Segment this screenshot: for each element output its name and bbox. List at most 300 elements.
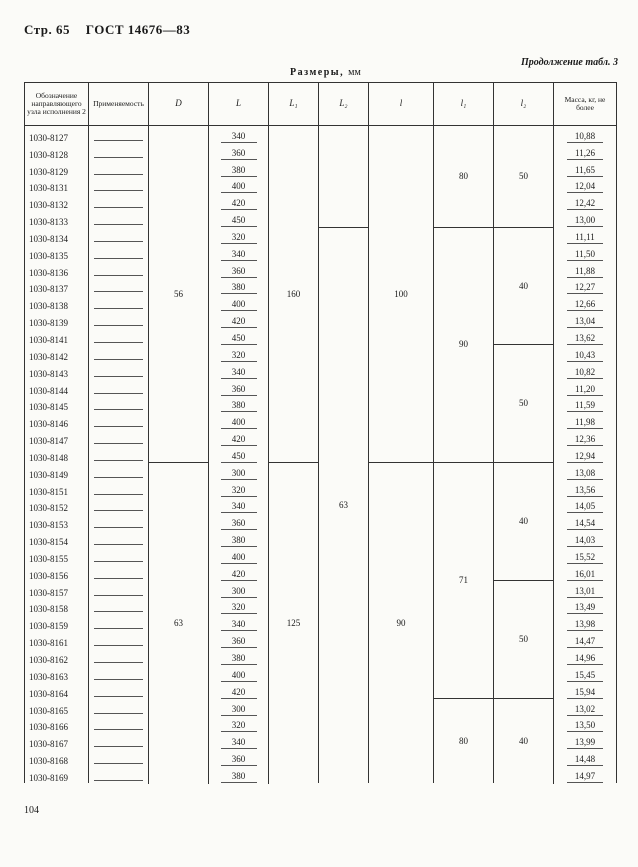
mass-value: 11,20	[567, 385, 603, 396]
application-cell	[89, 328, 149, 345]
L-cell	[209, 429, 269, 446]
mass-cell	[554, 261, 617, 278]
application-blank-line	[94, 408, 143, 410]
L-cell	[209, 682, 269, 699]
L-value: 380	[221, 654, 257, 665]
application-cell	[89, 513, 149, 530]
l2-cell: 50	[494, 126, 554, 228]
application-cell	[89, 547, 149, 564]
application-cell	[89, 177, 149, 194]
designation-cell: 1030-8167	[25, 732, 89, 749]
L-cell	[209, 547, 269, 564]
page-number: 104	[24, 805, 39, 816]
application-blank-line	[94, 341, 143, 343]
mass-value: 11,59	[567, 401, 603, 412]
application-blank-line	[94, 375, 143, 377]
L-value: 450	[221, 216, 257, 227]
designation-cell: 1030-8165	[25, 699, 89, 716]
L-cell	[209, 311, 269, 328]
mass-value: 14,03	[567, 536, 603, 547]
mass-value: 13,98	[567, 620, 603, 631]
designation-cell: 1030-8136	[25, 261, 89, 278]
application-cell	[89, 244, 149, 261]
application-blank-line	[94, 577, 143, 579]
application-blank-line	[94, 526, 143, 528]
mass-value: 13,56	[567, 486, 603, 497]
col-L2: L₂	[319, 83, 369, 126]
mass-cell	[554, 547, 617, 564]
L-cell	[209, 699, 269, 716]
mass-cell	[554, 143, 617, 160]
application-blank-line	[94, 610, 143, 612]
L-value: 320	[221, 721, 257, 732]
L-value: 360	[221, 637, 257, 648]
table-row	[25, 126, 617, 143]
L-cell	[209, 412, 269, 429]
designation-cell: 1030-8135	[25, 244, 89, 261]
mass-value: 12,04	[567, 182, 603, 193]
L-cell	[209, 446, 269, 463]
mass-cell	[554, 126, 617, 143]
L-value: 320	[221, 486, 257, 497]
application-blank-line	[94, 627, 143, 629]
application-blank-line	[94, 594, 143, 596]
mass-value: 11,98	[567, 418, 603, 429]
L-cell	[209, 749, 269, 766]
L2-cell	[319, 126, 369, 228]
designation-cell: 1030-8131	[25, 177, 89, 194]
application-cell	[89, 210, 149, 227]
mass-cell	[554, 682, 617, 699]
L-value: 360	[221, 385, 257, 396]
application-blank-line	[94, 358, 143, 360]
l1-cell: 71	[434, 463, 494, 699]
l2-cell: 40	[494, 699, 554, 784]
L-cell	[209, 716, 269, 733]
L-value: 360	[221, 755, 257, 766]
D-cell: 56	[149, 126, 209, 463]
L-value: 400	[221, 418, 257, 429]
l2-cell: 50	[494, 345, 554, 463]
L-value: 380	[221, 166, 257, 177]
L-cell	[209, 732, 269, 749]
dimensions-unit: мм	[348, 67, 361, 78]
L-cell	[209, 530, 269, 547]
designation-cell: 1030-8156	[25, 564, 89, 581]
L-cell	[209, 345, 269, 362]
mass-value: 14,48	[567, 755, 603, 766]
L-cell	[209, 648, 269, 665]
designation-cell: 1030-8149	[25, 463, 89, 480]
application-blank-line	[94, 274, 143, 276]
application-cell	[89, 294, 149, 311]
application-blank-line	[94, 560, 143, 562]
L-cell	[209, 379, 269, 396]
mass-value: 13,00	[567, 216, 603, 227]
designation-cell: 1030-8141	[25, 328, 89, 345]
mass-cell	[554, 749, 617, 766]
mass-cell	[554, 429, 617, 446]
application-cell	[89, 648, 149, 665]
application-cell	[89, 497, 149, 514]
designation-cell: 1030-8155	[25, 547, 89, 564]
application-blank-line	[94, 476, 143, 478]
L-cell	[209, 278, 269, 295]
L-cell	[209, 193, 269, 210]
designation-cell: 1030-8127	[25, 126, 89, 143]
mass-cell	[554, 294, 617, 311]
application-cell	[89, 278, 149, 295]
application-blank-line	[94, 189, 143, 191]
L-cell	[209, 598, 269, 615]
mass-cell	[554, 463, 617, 480]
application-cell	[89, 193, 149, 210]
L-value: 340	[221, 250, 257, 261]
mass-value: 11,11	[567, 233, 603, 244]
mass-cell	[554, 716, 617, 733]
mass-cell	[554, 665, 617, 682]
application-cell	[89, 362, 149, 379]
L-value: 340	[221, 368, 257, 379]
L-value: 420	[221, 435, 257, 446]
application-blank-line	[94, 392, 143, 394]
l-cell: 90	[369, 463, 434, 784]
application-blank-line	[94, 156, 143, 158]
L-cell	[209, 177, 269, 194]
mass-value: 11,26	[567, 149, 603, 160]
designation-cell: 1030-8148	[25, 446, 89, 463]
col-l2: l₂	[494, 83, 554, 126]
L-cell	[209, 463, 269, 480]
L-value: 380	[221, 401, 257, 412]
application-blank-line	[94, 695, 143, 697]
mass-value: 15,45	[567, 671, 603, 682]
mass-cell	[554, 278, 617, 295]
designation-cell: 1030-8129	[25, 160, 89, 177]
L-cell	[209, 362, 269, 379]
application-blank-line	[94, 324, 143, 326]
application-blank-line	[94, 493, 143, 495]
application-cell	[89, 379, 149, 396]
mass-cell	[554, 412, 617, 429]
designation-cell: 1030-8137	[25, 278, 89, 295]
mass-cell	[554, 244, 617, 261]
L-value: 320	[221, 233, 257, 244]
col-designation: Обозначение направляющего узла исполнения 2	[25, 83, 89, 126]
mass-value: 12,36	[567, 435, 603, 446]
mass-cell	[554, 648, 617, 665]
L-cell	[209, 766, 269, 783]
mass-value: 11,88	[567, 267, 603, 278]
L-value: 380	[221, 283, 257, 294]
mass-value: 12,66	[567, 300, 603, 311]
col-D: D	[149, 83, 209, 126]
mass-cell	[554, 160, 617, 177]
mass-cell	[554, 177, 617, 194]
mass-value: 11,50	[567, 250, 603, 261]
L-cell	[209, 396, 269, 413]
mass-cell	[554, 598, 617, 615]
application-cell	[89, 446, 149, 463]
designation-cell: 1030-8143	[25, 362, 89, 379]
col-l1: l₁	[434, 83, 494, 126]
designation-cell: 1030-8162	[25, 648, 89, 665]
application-cell	[89, 311, 149, 328]
designation-cell: 1030-8134	[25, 227, 89, 244]
application-cell	[89, 631, 149, 648]
application-blank-line	[94, 257, 143, 259]
mass-value: 16,01	[567, 570, 603, 581]
mass-value: 10,88	[567, 132, 603, 143]
mass-value: 13,49	[567, 603, 603, 614]
application-blank-line	[94, 661, 143, 663]
L-value: 340	[221, 132, 257, 143]
L-value: 360	[221, 149, 257, 160]
application-blank-line	[94, 678, 143, 680]
l1-cell: 80	[434, 126, 494, 228]
L-cell	[209, 564, 269, 581]
mass-cell	[554, 328, 617, 345]
L-cell	[209, 261, 269, 278]
application-blank-line	[94, 779, 143, 781]
application-blank-line	[94, 728, 143, 730]
mass-value: 14,96	[567, 654, 603, 665]
application-blank-line	[94, 442, 143, 444]
designation-cell: 1030-8139	[25, 311, 89, 328]
application-cell	[89, 665, 149, 682]
mass-value: 13,01	[567, 587, 603, 598]
L-value: 380	[221, 536, 257, 547]
mass-value: 13,99	[567, 738, 603, 749]
application-blank-line	[94, 139, 143, 141]
table-body	[25, 126, 617, 784]
dimensions-title	[290, 67, 361, 78]
mass-cell	[554, 210, 617, 227]
l1-cell: 90	[434, 227, 494, 463]
designation-cell: 1030-8128	[25, 143, 89, 160]
application-cell	[89, 143, 149, 160]
L-cell	[209, 631, 269, 648]
mass-cell	[554, 446, 617, 463]
l2-cell: 40	[494, 463, 554, 581]
table-row	[25, 227, 617, 244]
mass-value: 12,27	[567, 283, 603, 294]
application-blank-line	[94, 745, 143, 747]
application-cell	[89, 345, 149, 362]
application-cell	[89, 480, 149, 497]
mass-value: 13,04	[567, 317, 603, 328]
L1-cell: 160	[269, 126, 319, 463]
dimensions-label: Размеры,	[290, 67, 345, 78]
standard-number: ГОСТ 14676—83	[85, 22, 191, 37]
col-L: L	[209, 83, 269, 126]
mass-value: 13,08	[567, 469, 603, 480]
application-cell	[89, 682, 149, 699]
L-value: 420	[221, 317, 257, 328]
page-label: Стр. 65	[24, 22, 70, 37]
L-value: 420	[221, 570, 257, 581]
application-blank-line	[94, 644, 143, 646]
application-blank-line	[94, 307, 143, 309]
L-value: 420	[221, 199, 257, 210]
L-value: 340	[221, 620, 257, 631]
application-blank-line	[94, 712, 143, 714]
designation-cell: 1030-8152	[25, 497, 89, 514]
designation-cell: 1030-8169	[25, 766, 89, 783]
dimensions-table	[24, 82, 617, 784]
L-value: 320	[221, 351, 257, 362]
application-blank-line	[94, 762, 143, 764]
col-l: l	[369, 83, 434, 126]
L-value: 320	[221, 603, 257, 614]
application-cell	[89, 581, 149, 598]
designation-cell: 1030-8166	[25, 716, 89, 733]
L-value: 400	[221, 671, 257, 682]
L-value: 450	[221, 334, 257, 345]
mass-value: 14,47	[567, 637, 603, 648]
application-blank-line	[94, 173, 143, 175]
application-blank-line	[94, 240, 143, 242]
l2-cell: 50	[494, 581, 554, 699]
designation-cell: 1030-8142	[25, 345, 89, 362]
mass-value: 15,52	[567, 553, 603, 564]
mass-cell	[554, 564, 617, 581]
mass-value: 13,02	[567, 705, 603, 716]
l1-cell: 80	[434, 699, 494, 784]
application-cell	[89, 160, 149, 177]
application-blank-line	[94, 459, 143, 461]
designation-cell: 1030-8147	[25, 429, 89, 446]
application-cell	[89, 564, 149, 581]
application-cell	[89, 716, 149, 733]
designation-cell: 1030-8154	[25, 530, 89, 547]
mass-cell	[554, 581, 617, 598]
l2-cell: 40	[494, 227, 554, 345]
mass-cell	[554, 362, 617, 379]
mass-value: 10,43	[567, 351, 603, 362]
L-cell	[209, 581, 269, 598]
mass-value: 14,05	[567, 502, 603, 513]
mass-value: 14,54	[567, 519, 603, 530]
col-application: Применяемость	[89, 83, 149, 126]
application-cell	[89, 732, 149, 749]
mass-cell	[554, 530, 617, 547]
application-blank-line	[94, 206, 143, 208]
L-value: 360	[221, 267, 257, 278]
application-cell	[89, 412, 149, 429]
designation-cell: 1030-8151	[25, 480, 89, 497]
L-cell	[209, 126, 269, 143]
mass-cell	[554, 513, 617, 530]
col-L1: L₁	[269, 83, 319, 126]
L-value: 380	[221, 772, 257, 783]
table-header-row	[25, 83, 617, 126]
application-cell	[89, 749, 149, 766]
col-mass: Масса, кг, не более	[554, 83, 617, 126]
application-cell	[89, 227, 149, 244]
designation-cell: 1030-8168	[25, 749, 89, 766]
mass-cell	[554, 379, 617, 396]
application-blank-line	[94, 509, 143, 511]
mass-cell	[554, 614, 617, 631]
designation-cell: 1030-8158	[25, 598, 89, 615]
designation-cell: 1030-8138	[25, 294, 89, 311]
designation-cell: 1030-8133	[25, 210, 89, 227]
designation-cell: 1030-8144	[25, 379, 89, 396]
mass-cell	[554, 766, 617, 783]
mass-cell	[554, 699, 617, 716]
application-blank-line	[94, 543, 143, 545]
L-cell	[209, 480, 269, 497]
L-value: 450	[221, 452, 257, 463]
L-cell	[209, 665, 269, 682]
D-cell: 63	[149, 463, 209, 784]
L-cell	[209, 143, 269, 160]
L-cell	[209, 227, 269, 244]
designation-cell: 1030-8159	[25, 614, 89, 631]
L-value: 420	[221, 688, 257, 699]
L1-cell: 125	[269, 463, 319, 784]
mass-cell	[554, 311, 617, 328]
designation-cell: 1030-8146	[25, 412, 89, 429]
L-cell	[209, 294, 269, 311]
L-value: 300	[221, 469, 257, 480]
mass-value: 12,94	[567, 452, 603, 463]
L-cell	[209, 497, 269, 514]
mass-cell	[554, 497, 617, 514]
designation-cell: 1030-8164	[25, 682, 89, 699]
designation-cell: 1030-8132	[25, 193, 89, 210]
mass-value: 11,65	[567, 166, 603, 177]
application-cell	[89, 598, 149, 615]
mass-value: 13,62	[567, 334, 603, 345]
designation-cell: 1030-8163	[25, 665, 89, 682]
mass-cell	[554, 631, 617, 648]
application-cell	[89, 530, 149, 547]
L-value: 340	[221, 738, 257, 749]
application-cell	[89, 699, 149, 716]
L-value: 400	[221, 300, 257, 311]
mass-cell	[554, 345, 617, 362]
mass-cell	[554, 193, 617, 210]
application-blank-line	[94, 290, 143, 292]
L-cell	[209, 160, 269, 177]
mass-value: 14,97	[567, 772, 603, 783]
L-value: 360	[221, 519, 257, 530]
table-continuation-label: Продолжение табл. 3	[520, 57, 618, 68]
L-value: 400	[221, 182, 257, 193]
mass-cell	[554, 396, 617, 413]
application-cell	[89, 463, 149, 480]
designation-cell: 1030-8145	[25, 396, 89, 413]
designation-cell: 1030-8153	[25, 513, 89, 530]
application-cell	[89, 261, 149, 278]
designation-cell: 1030-8161	[25, 631, 89, 648]
designation-cell: 1030-8157	[25, 581, 89, 598]
l-cell: 100	[369, 126, 434, 463]
L-value: 400	[221, 553, 257, 564]
application-cell	[89, 614, 149, 631]
L-cell	[209, 210, 269, 227]
mass-value: 10,82	[567, 368, 603, 379]
mass-value: 15,94	[567, 688, 603, 699]
application-blank-line	[94, 223, 143, 225]
L-value: 300	[221, 587, 257, 598]
application-cell	[89, 429, 149, 446]
L2-cell: 63	[319, 227, 369, 783]
L-cell	[209, 614, 269, 631]
application-cell	[89, 766, 149, 783]
